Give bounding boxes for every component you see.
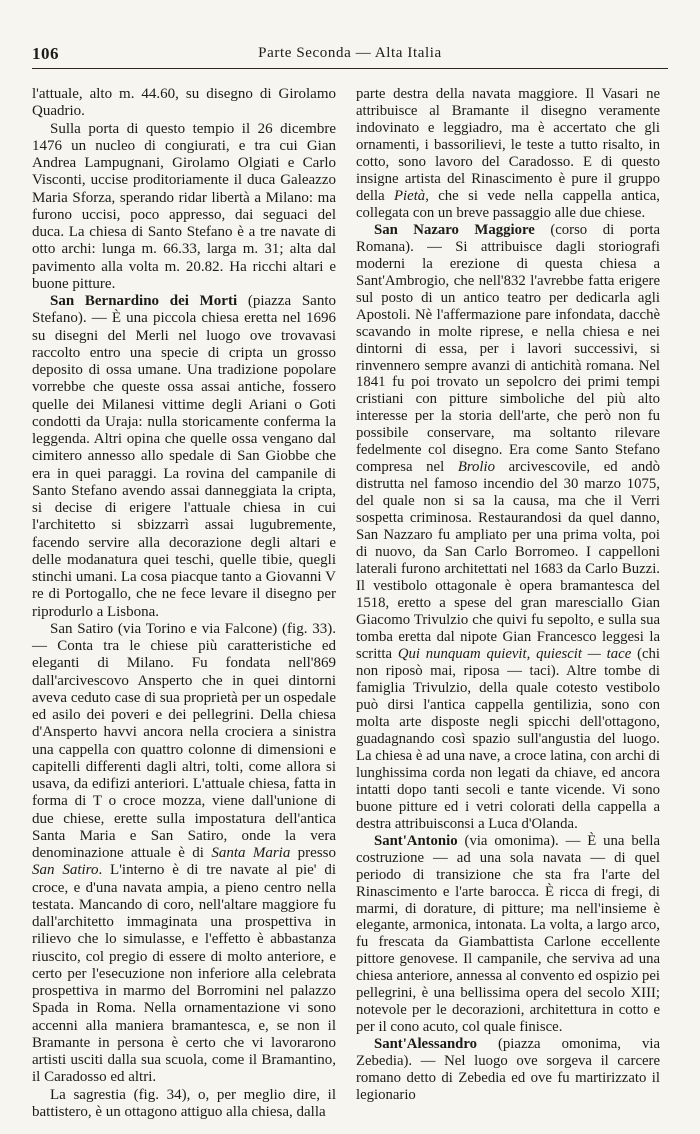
text-san-satiro-tail: . L'interno è di tre navate al pie' di croce, e d'una navata ampia, a pieno centro nella testata. Mancando di coro, nell'altare maggiore fu dall'architetto immaginata una prospettiva in rilievo che lo simulasse, e l'effetto è abbastanza riuscito, col pregio di essere di molto anteriore, e certo per l'esecuzione non inferiore alla celebrata prospettiva in marmo del Borromini nel palazzo Spada in Roma. Nella ornamentazione vi sono accenni alla maniera bramantesca, e, se non il Bramante in persona è certo che vi lavorarono artisti usciti dalla sua scuola, come il Bramantino, il Caradosso ed altri.	[32, 862, 336, 1086]
right-column	[356, 86, 660, 1104]
paragraph-sagrestia: La sagrestia (fig. 34), o, per meglio dire, il battistero, è un ottagono attiguo alla chiesa, dalla	[32, 1086, 336, 1120]
text-san-nazaro-tail: (chi non riposò mai, riposa — taci). Altre tombe di famiglia Trivulzio, della quale cotesto vestibolo può dirsi l'antica cappella gentilizia, sono con molta arte disposte negli spicchi dell'ottagono, guadagnando così spazio sull'angustia del luogo. La chiesa è ad una nave, a croce latina, con archi di lunghissima corda non legati da chiave, ed ancora intatti dopo tanti secoli e tante vicende. Vi sono buone pitture ed i vetri colorati della cappella a destra attribuisconsi a Luca d'Olanda.	[356, 645, 660, 832]
paragraph-sagrestia-cont	[356, 86, 660, 222]
paragraph-sant-alessandro	[356, 1036, 660, 1104]
paragraph-sant-antonio	[356, 833, 660, 1037]
paragraph-san-bernardino	[32, 293, 336, 621]
left-column	[32, 86, 336, 1121]
text-san-bernardino: (piazza Santo Stefano). — È una piccola chiesa eretta nel 1696 su disegni del Merli nel luogo ove trovavasi raccolto entro una specie di cripta un grosso deposito di ossa umane. Una tradizione popolare vorrebbe che queste ossa assai antiche, fossero quelle dei Milanesi vittime degli Ariani o Goti condotti da Uraja: nulla storicamente conferma la leggenda. Altri opina che quelle ossa vengano dal cimitero annesso allo spedale di San Giobbe che era in quei paraggi. La rovina del campanile di Santo Stefano avendo assai danneggiata la cripta, si decise di erigere l'attuale chiesa in cui l'architetto si sbizzarrì assai lugubremente, facendo servire alla decorazione degli altari e delle modanatura quei teschi, quelle tibie, quegli stinchi umani. La cosa piacque tanto a Giovanni V re di Portogallo, che ne fece levare il disegno per riprodurlo a Lisbona.	[32, 293, 336, 620]
page-header	[32, 44, 668, 69]
text-sagrestia-lead: parte destra della navata maggiore. Il Vasari ne attribuisce al Bramante il disegno veramente indovinato e leggiadro, ma è accertato che gli ornamenti, i bassorilievi, le teste a tutto risalto, in cotto, sono lavoro del Caradosso. E di questo insigne artista del Rinascimento è pure il gruppo della	[356, 86, 660, 204]
text-san-nazaro-lead: (corso di porta Romana). — Si attribuisce dagli storiografi moderni la erezione di questa chiesa a Sant'Ambrogio, che nell'832 l'avrebbe fatta erigere sul posto di un antico teatro per dedicarla agli Apostoli. Nè l'affermazione pare infondata, dacchè scavando in molte riprese, e nella chiesa e nei dintorni di essa, per i lavori successivi, si rinvennero sempre avanzi di antichità romana. Nel 1841 fu poi trovato un sepolcro dei primi tempi cristiani con pitture simboliche del più alto interesse per la storia dell'arte, che però non fu possibile conservare, ma soltanto rilevare fedelmente col disegno. Era come Santo Stefano compresa nel	[356, 221, 661, 476]
italic-santa-maria: Santa Maria	[211, 845, 291, 861]
paragraph-congiura: Sulla porta di questo tempio il 26 dicembre 1476 un nucleo di congiurati, e tra cui Gian Andrea Lampugnani, Girolamo Olgiati e Carlo Visconti, uccise proditoriamente il duca Galeazzo Maria Sforza, sperando ridar libertà a Milano: ma furono uccisi, poco appresso, dai seguaci del duca. La chiesa di Santo Stefano è a tre navate di otto archi: lunga m. 66.33, larga m. 31; alta dal pavimento alla volta m. 20.82. Ha ricchi altari e buone pitture.	[32, 120, 336, 292]
text-san-nazaro-mid: arcivescovile, ed andò distrutta nel famoso incendio del 30 marzo 1075, del quale non si sa la causa, ma che il Verri sospetta criminosa. Restaurandosi da quel danno, San Nazzaro fu ampliato per una prima volta, poi di nuovo, da San Carlo Borromeo. I cappelloni laterali furono architettati nel 1683 da Carlo Buzzi. Il vestibolo ottagonale è opera bramantesca del 1518, eretto a spese del gran maresciallo Gian Giacomo Trivulzio che quivi fu sepolto, e sulla sua tomba eretta dal nipote Gian Francesco leggesi la scritta	[356, 459, 660, 662]
text-sant-antonio: (via omonima). — È una bella costruzione — ad una sola navata — di quel periodo di transizione che sta fra l'arte del Rinascimento e l'arte barocca. È ricca di fregi, di marmi, di dorature, di pitture; ma nell'insieme è elegante, armonica, intonata. La volta, a largo arco, fu frescata da Giambattista Carlone eccellente pittore genovese. Il campanile, che serviva ad una chiesa anteriore, annessa al convento ed ospizio pei pellegrini, è una bellissima opera del secolo XIII; notevole per le decorazioni, architettura in cotto e per il cono acuto, col quale finisce.	[356, 832, 660, 1036]
heading-san-bernardino: San Bernardino dei Morti	[50, 293, 238, 309]
text-sant-alessandro: (piazza omonima, via Zebedia). — Nel luogo ove sorgeva il carcere romano detto di Zebedia ed ove fu martirizzato il legionario	[356, 1036, 660, 1104]
running-title: Parte Seconda — Alta Italia	[258, 45, 442, 61]
italic-brolio: Brolio	[457, 459, 495, 476]
italic-pieta: Pietà	[394, 187, 426, 204]
heading-san-nazaro: San Nazaro Maggiore	[374, 221, 535, 238]
heading-sant-antonio: Sant'Antonio	[374, 832, 458, 849]
paragraph-san-nazaro	[356, 222, 660, 833]
italic-inscription: Qui nunquam quievit, quiescit — tace	[397, 645, 632, 662]
text-sagrestia-tail: , che si vede nella cappella antica, collegata con un breve passaggio alle due chiese.	[356, 187, 660, 221]
heading-sant-alessandro: Sant'Alessandro	[374, 1036, 478, 1053]
paragraph-santo-stefano-end: l'attuale, alto m. 44.60, su disegno di Girolamo Quadrio.	[32, 86, 336, 120]
page-number: 106	[32, 44, 59, 63]
text-san-satiro-lead: San Satiro (via Torino e via Falcone) (fig. 33). — Conta tra le chiese più caratteristiche ed eleganti di Milano. Fu fondata nell'869 dall'arcivescovo Ansperto che in quei dintorni aveva ceduto case di sua proprietà per un ospedale ed asilo dei poveri e dei pellegrini. Della chiesa d'Ansperto havvi ancora nella crociera a sinistra una cappella con quattro colonne di dimensioni e capitelli differenti dagli altri, tolti, come allora si usava, da edifizi anteriori. L'attuale chiesa, fatta in forma di T o croce mozza, viene dall'unione di due chiese, erette sulla impostatura dell'antica Santa Maria e San Satiro, onde la vera denominazione attuale è di	[32, 620, 336, 861]
italic-san-satiro: San Satiro	[32, 862, 99, 879]
text-san-satiro-mid: presso	[290, 845, 336, 861]
paragraph-san-satiro	[32, 621, 336, 1087]
